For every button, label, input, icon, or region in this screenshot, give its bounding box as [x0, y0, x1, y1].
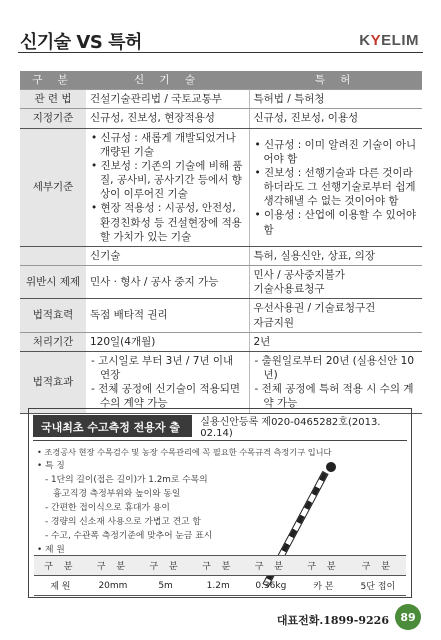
- spec-header: 구 분: [297, 556, 350, 576]
- row-label: [20, 246, 86, 265]
- row-label: 위반시 제제: [20, 266, 86, 299]
- desc-line: - 1단의 길이(접은 길이)가 1.2m로 수목의: [45, 475, 208, 485]
- col-header: 신 기 술: [86, 71, 249, 90]
- phone-number: 대표전화.1899-9226: [276, 614, 389, 627]
- desc-line: • 조경공사 현장 수목검수 및 농장 수목관리에 꼭 필요한 수목규격 측정기구 입니다: [37, 447, 332, 457]
- spec-header-row: [34, 556, 406, 576]
- effect-item: - 고시일로 부터 3년 / 7년 이내 연장: [90, 354, 245, 382]
- product-header: [33, 413, 407, 450]
- page-number-badge: 89: [395, 604, 421, 630]
- product-description: [37, 445, 332, 557]
- criteria-item: • 신규성 : 새롭게 개발되었거나 개량된 기술: [90, 131, 245, 159]
- row-label: 지정기준: [20, 109, 86, 128]
- desc-line: 흉고직경 측정부위와 높이와 동일: [53, 489, 181, 499]
- criteria-item: • 진보성 : 기존의 기술에 비해 품질, 공사비, 공사기간 등에서 향상이 이루어진 기술: [90, 159, 245, 202]
- company-logo: KYELIM: [359, 32, 419, 49]
- criteria-item: • 진보성 : 선행기술과 다른 것이라 하더라도 그 선행기술로부터 쉽게 생각해낼 수 없는 것이어야 함: [254, 166, 419, 209]
- table-row: [20, 246, 422, 265]
- patent-cell: [249, 128, 422, 246]
- row-label: 처리기간: [20, 332, 86, 351]
- criteria-item: • 이용성 : 산업에 이용할 수 있어야 함: [254, 208, 419, 236]
- effect-item: - 전체 공정에 특허 적용 시 수의 계약 가능: [254, 382, 419, 410]
- row-label: 관 련 법: [20, 90, 86, 109]
- table-row: [20, 109, 422, 128]
- spec-header: 구 분: [139, 556, 192, 576]
- patent-cell: 민사 / 공사중지불가 기술사용료청구: [249, 266, 422, 299]
- spec-value: 5단 접이: [350, 576, 406, 596]
- page-title: 신기술 VS 특허: [20, 32, 142, 53]
- col-header: 구 분: [20, 71, 86, 90]
- spec-header: 구 분: [192, 556, 245, 576]
- patent-cell: 특허법 / 특허청: [249, 90, 422, 109]
- patent-cell: 특허, 실용신안, 상표, 의장: [249, 246, 422, 265]
- patent-cell: 2년: [249, 332, 422, 351]
- spec-header: 구 분: [245, 556, 298, 576]
- desc-line: • 제 원: [37, 545, 65, 555]
- table-row: [20, 266, 422, 299]
- spec-value: 0.36kg: [245, 576, 298, 596]
- desc-line: - 경량의 신소재 사용으로 가볍고 견고 함: [45, 517, 201, 527]
- effect-item: - 출원일로부터 20년 (실용신안 10년): [254, 354, 419, 382]
- tech-cell: [86, 351, 249, 413]
- spec-value-row: [34, 576, 406, 596]
- title-divider: [18, 52, 423, 53]
- row-label: 법적효력: [20, 299, 86, 332]
- row-label: 법적효과: [20, 351, 86, 413]
- criteria-item: • 신규성 : 이미 알려진 기술이 아니어야 함: [254, 138, 419, 166]
- desc-line: • 특 징: [37, 461, 65, 471]
- tech-cell: 민사 · 형사 / 공사 중지 가능: [86, 266, 249, 299]
- row-label: 세부기준: [20, 128, 86, 246]
- tech-cell: 신규성, 진보성, 현장적용성: [86, 109, 249, 128]
- spec-value: 카 본: [297, 576, 350, 596]
- tech-cell: 신기술: [86, 246, 249, 265]
- spec-value: 5m: [139, 576, 192, 596]
- registration-number: 실용신안등록 제020-0465282호(2013. 02.14): [200, 417, 381, 439]
- tech-cell: 120일(4개월): [86, 332, 249, 351]
- patent-cell: 우선사용권 / 기술료청구건 자금지원: [249, 299, 422, 332]
- spec-value: 1.2m: [192, 576, 245, 596]
- spec-header: 구 분: [87, 556, 140, 576]
- product-headline: 국내최초 수고측정 전용자 출시: [33, 415, 192, 437]
- box-divider: [33, 440, 407, 441]
- table-row: [20, 90, 422, 109]
- table-header-row: [20, 71, 422, 90]
- patent-cell: 신규성, 진보성, 이용성: [249, 109, 422, 128]
- tech-cell: [86, 128, 249, 246]
- spec-header: 구 분: [34, 556, 87, 576]
- criteria-item: • 현장 적용성 : 시공성, 안전성, 환경친화성 등 건설현장에 적용할 가치가 있는 기술: [90, 201, 245, 244]
- desc-line: - 간편한 접이식으로 휴대가 용이: [45, 503, 170, 513]
- table-row: [20, 128, 422, 246]
- spec-table: [34, 555, 406, 596]
- effect-item: - 전체 공정에 신기술이 적용되면 수의 계약 가능: [90, 382, 245, 410]
- table-row: [20, 332, 422, 351]
- comparison-table: [20, 71, 422, 414]
- table-row: [20, 351, 422, 413]
- tech-cell: 건설기술관리법 / 국토교통부: [86, 90, 249, 109]
- patent-cell: [249, 351, 422, 413]
- desc-line: - 수고, 수관폭 측정기준에 맞추어 눈금 표시: [45, 531, 213, 541]
- table-row: [20, 299, 422, 332]
- col-header: 특 허: [249, 71, 422, 90]
- spec-value: 20mm: [87, 576, 140, 596]
- spec-value: 제 원: [34, 576, 87, 596]
- tech-cell: 독점 배타적 권리: [86, 299, 249, 332]
- spec-header: 구 분: [350, 556, 406, 576]
